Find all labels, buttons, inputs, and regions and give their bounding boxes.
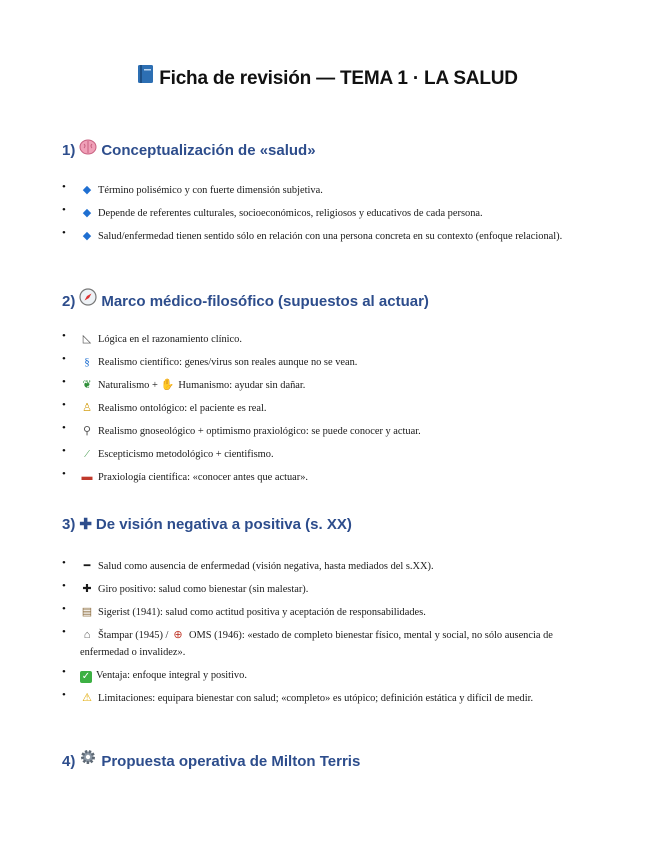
section-2-list xyxy=(62,331,602,492)
warning-icon: ⚠ xyxy=(82,692,92,704)
section-number: 1) xyxy=(62,142,76,159)
page-title xyxy=(0,64,655,90)
compass-icon xyxy=(79,288,97,310)
page-title-text: Ficha de revisión — TEMA 1 · LA SALUD xyxy=(159,68,518,89)
list-item: • ⁄ Escepticismo metodológico + cientifismo. xyxy=(62,446,602,463)
list-item: • § Realismo científico: genes/virus son reales aunque no se vean. xyxy=(62,354,602,371)
list-item: • ⚲ Realismo gnoseológico + optimismo praxiológico: se puede conocer y actuar. xyxy=(62,423,602,440)
list-item: • ⚠ Limitaciones: equipara bienestar con salud; «completo» es utópico; definición estática y difícil de medir. xyxy=(62,690,602,707)
herb-icon: ❦ xyxy=(82,379,92,391)
section-1-list xyxy=(62,182,602,251)
check-mark-icon: ✓ xyxy=(81,671,91,682)
list-item: • ◺ Lógica en el razonamiento clínico. xyxy=(62,331,602,348)
list-item: • ◆ Depende de referentes culturales, socioeconómicos, religiosos y educativos de cada persona. xyxy=(62,205,602,222)
magnifier-icon: ⚲ xyxy=(82,425,92,437)
list-item: • ✚ Giro positivo: salud como bienestar (sin malestar). xyxy=(62,581,602,598)
diamond-icon: ◆ xyxy=(82,184,92,196)
section-number: 4) xyxy=(62,753,76,770)
list-item: • ✓ Ventaja: enfoque integral y positivo. xyxy=(62,667,602,684)
plus-icon: ✚ xyxy=(82,583,92,595)
brain-icon xyxy=(79,139,97,159)
dna-icon: § xyxy=(84,356,90,368)
list-item: • ◆ Término polisémico y con fuerte dimensión subjetiva. xyxy=(62,182,602,199)
hospital-icon: ⊕ xyxy=(173,629,183,641)
book-icon xyxy=(137,64,155,90)
list-item: • ❦ Naturalismo + ✋ Humanismo: ayudar sin dañar. xyxy=(62,377,602,394)
list-item: • ◆ Salud/enfermedad tienen sentido sólo en relación con una persona concreta en su contexto (enfoque relacional). xyxy=(62,228,602,245)
diamond-icon: ◆ xyxy=(82,230,92,242)
section-title: Conceptualización de «salud» xyxy=(101,142,316,159)
section-title: De visión negativa a positiva (s. XX) xyxy=(95,516,352,533)
person-icon: ♙ xyxy=(82,402,92,414)
section-number: 3) xyxy=(62,516,76,533)
list-item: • ▬ Praxiología científica: «conocer antes que actuar». xyxy=(62,469,602,486)
triangle-ruler-icon: ◺ xyxy=(82,333,92,345)
plus-icon: ✚ xyxy=(79,516,92,533)
minus-icon: ━ xyxy=(83,560,91,572)
scroll-icon: ▤ xyxy=(81,606,93,618)
gear-icon xyxy=(79,748,97,770)
list-item: • ━ Salud como ausencia de enfermedad (visión negativa, hasta mediados del s.XX). xyxy=(62,558,602,575)
section-number: 2) xyxy=(62,293,76,310)
section-3-list xyxy=(62,558,602,713)
section-2-heading xyxy=(62,288,429,310)
list-item: • ⌂ Štampar (1945) / ⊕ OMS (1946): «estado de completo bienestar físico, mental y social, no sólo ausencia de enfermedad o invalidez». xyxy=(62,627,602,661)
section-title: Marco médico-filosófico (supuestos al actuar) xyxy=(101,293,429,310)
diamond-icon: ◆ xyxy=(82,207,92,219)
section-1-heading xyxy=(62,139,316,159)
section-title: Propuesta operativa de Milton Terris xyxy=(101,753,361,770)
section-3-heading xyxy=(62,515,352,533)
handshake-icon: ✋ xyxy=(160,379,175,391)
test-tube-icon: ⁄ xyxy=(86,448,88,460)
list-item: • ♙ Realismo ontológico: el paciente es real. xyxy=(62,400,602,417)
classical-building-icon: ⌂ xyxy=(83,629,91,641)
toolbox-icon: ▬ xyxy=(81,471,93,483)
list-item: • ▤ Sigerist (1941): salud como actitud positiva y aceptación de responsabilidades. xyxy=(62,604,602,621)
section-4-heading xyxy=(62,748,360,770)
